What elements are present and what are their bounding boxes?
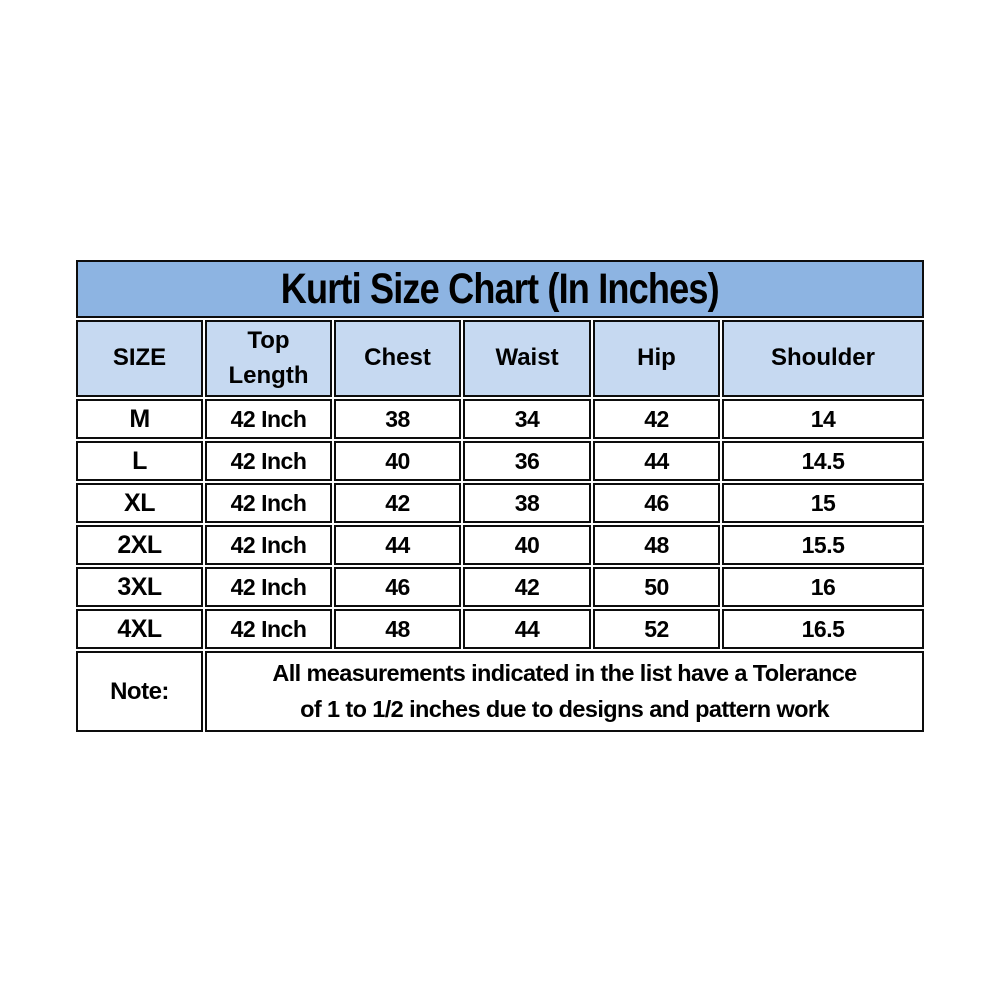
note-text-cell — [205, 651, 924, 732]
table-cell: 42 — [593, 399, 720, 439]
table-cell: 36 — [463, 441, 591, 481]
col-header-top-length: Top Length — [205, 320, 332, 397]
title-row — [76, 260, 924, 318]
table-cell: 44 — [334, 525, 461, 565]
table-cell: 40 — [463, 525, 591, 565]
table-cell: 38 — [463, 483, 591, 523]
size-label: L — [76, 441, 203, 481]
table-cell: 42 Inch — [205, 483, 332, 523]
size-label: XL — [76, 483, 203, 523]
note-row — [76, 651, 924, 732]
table-cell: 16 — [722, 567, 924, 607]
col-header-shoulder: Shoulder — [722, 320, 924, 397]
size-label: M — [76, 399, 203, 439]
size-label: 2XL — [76, 525, 203, 565]
table-cell: 44 — [593, 441, 720, 481]
header-row — [76, 320, 924, 397]
chart-title-cell — [76, 260, 924, 318]
size-label: 4XL — [76, 609, 203, 649]
table-cell: 15 — [722, 483, 924, 523]
note-line-2: of 1 to 1/2 inches due to designs and pattern work — [300, 695, 829, 722]
kurti-size-chart — [74, 258, 926, 734]
table-cell: 42 Inch — [205, 441, 332, 481]
note-label: Note: — [76, 651, 203, 732]
table-row-2xl — [76, 525, 924, 565]
table-row-m — [76, 399, 924, 439]
col-header-chest: Chest — [334, 320, 461, 397]
table-cell: 52 — [593, 609, 720, 649]
table-row-4xl — [76, 609, 924, 649]
table-cell: 16.5 — [722, 609, 924, 649]
table-cell: 15.5 — [722, 525, 924, 565]
col-header-hip: Hip — [593, 320, 720, 397]
table-row-xl — [76, 483, 924, 523]
table-cell: 14 — [722, 399, 924, 439]
table-cell: 42 Inch — [205, 609, 332, 649]
table-cell: 50 — [593, 567, 720, 607]
note-line-1: All measurements indicated in the list have a Tolerance — [272, 660, 857, 686]
table-cell: 46 — [334, 567, 461, 607]
table-cell: 38 — [334, 399, 461, 439]
table-row-3xl — [76, 567, 924, 607]
chart-title: Kurti Size Chart (In Inches) — [280, 264, 720, 313]
table-cell: 42 — [334, 483, 461, 523]
table-cell: 42 Inch — [205, 525, 332, 565]
table-cell: 48 — [334, 609, 461, 649]
size-chart-table — [74, 258, 926, 734]
table-row-l — [76, 441, 924, 481]
size-label: 3XL — [76, 567, 203, 607]
table-cell: 42 — [463, 567, 591, 607]
col-header-waist: Waist — [463, 320, 591, 397]
table-cell: 34 — [463, 399, 591, 439]
table-cell: 44 — [463, 609, 591, 649]
table-cell: 40 — [334, 441, 461, 481]
table-cell: 42 Inch — [205, 567, 332, 607]
table-cell: 48 — [593, 525, 720, 565]
table-cell: 42 Inch — [205, 399, 332, 439]
table-cell: 14.5 — [722, 441, 924, 481]
col-header-size: SIZE — [76, 320, 203, 397]
table-cell: 46 — [593, 483, 720, 523]
